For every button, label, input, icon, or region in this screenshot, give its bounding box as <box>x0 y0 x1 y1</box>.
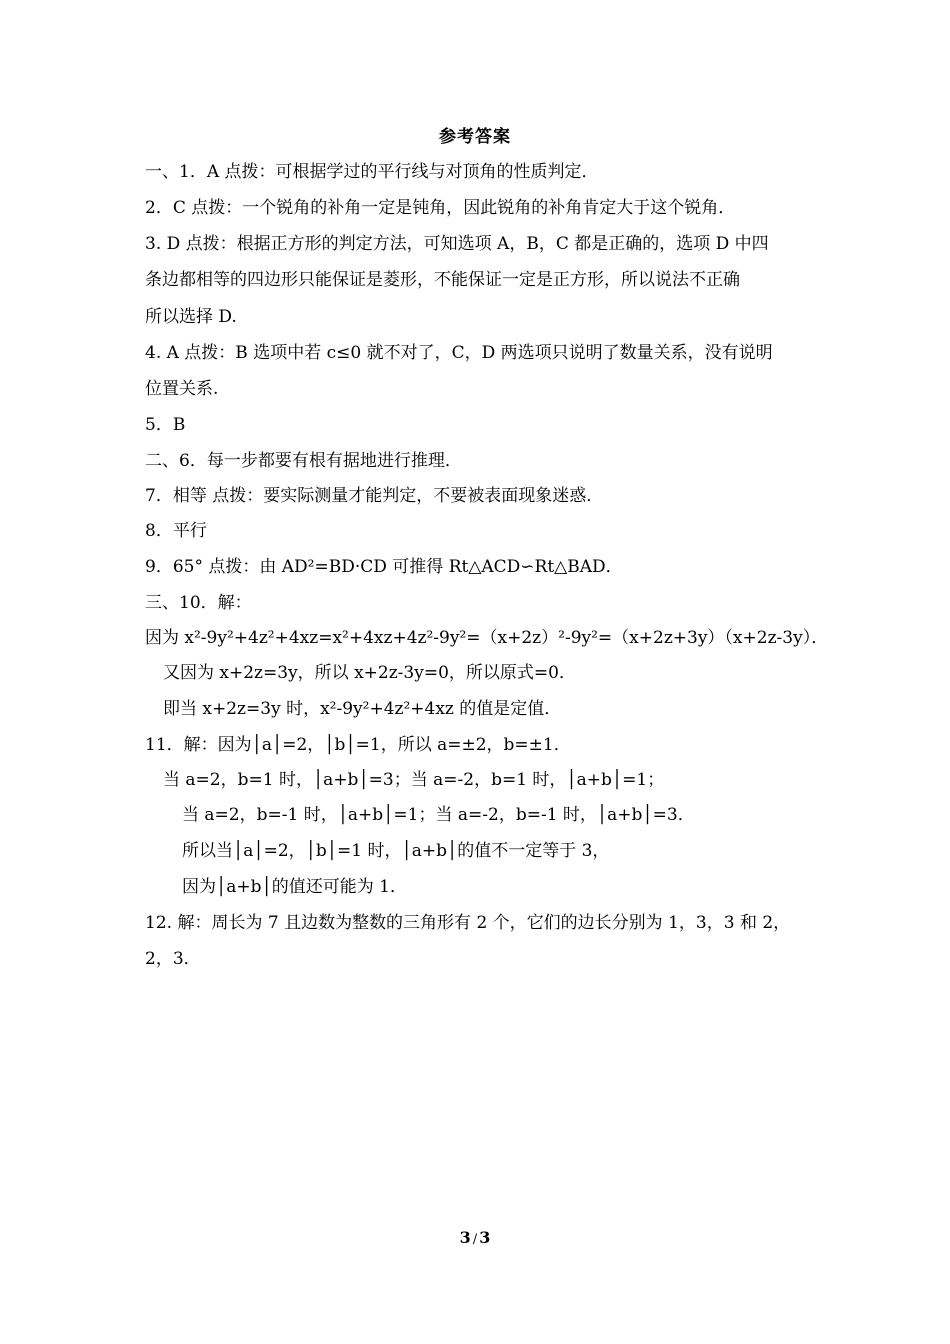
answer-line-4: 4. A 点拨：B 选项中若 c≤0 就不对了，C，D 两选项只说明了数量关系，没有说明 <box>145 343 773 363</box>
answer-line-12-cont: 2，3． <box>145 949 201 969</box>
answer-line-9: 9．65° 点拨：由 AD²=BD·CD 可推得 Rt△ACD∽Rt△BAD． <box>145 557 623 577</box>
answer-line-7: 7．相等 点拨：要实际测量才能判定，不要被表面现象迷惑． <box>145 486 604 506</box>
answer-line-3-cont: 条边都相等的四边形只能保证是菱形，不能保证一定是正方形，所以说法不正确 <box>145 270 740 290</box>
total-pages: 3 <box>479 1228 491 1247</box>
current-page: 3 <box>459 1228 471 1247</box>
page-number <box>0 1228 950 1247</box>
answer-line-8: 8．平行 <box>145 521 207 541</box>
answer-line-10-a: 因为 x²-9y²+4z²+4xz=x²+4xz+4z²-9y²=（x+2z）²-9y²=（x+2z+3y）（x+2z-3y）． <box>145 628 829 648</box>
answer-line-11: 11．解：因为│a│=2，│b│=1，所以 a=±2，b=±1． <box>145 735 571 755</box>
answer-line-12: 12. 解：周长为 7 且边数为整数的三角形有 2 个，它们的边长分别为 1，3，3 和 2， <box>145 913 791 933</box>
answer-line-6: 二、6．每一步都要有根有据地进行推理． <box>145 451 462 471</box>
answer-line-10-b: 又因为 x+2z=3y，所以 x+2z-3y=0，所以原式=0． <box>163 663 576 683</box>
answer-line-4-cont: 位置关系. <box>145 379 219 399</box>
answer-line-11-a: 当 a=2，b=1 时，│a+b│=3；当 a=-2，b=1 时，│a+b│=1； <box>163 770 665 790</box>
page-separator: / <box>472 1232 478 1247</box>
answer-line-10-c: 即当 x+2z=3y 时，x²-9y²+4z²+4xz 的值是定值． <box>163 699 562 719</box>
answer-line-3: 3. D 点拨：根据正方形的判定方法，可知选项 A，B，C 都是正确的，选项 D 中四 <box>145 234 769 254</box>
answer-line-11-c: 所以当│a│=2，│b│=1 时，│a+b│的值不一定等于 3， <box>182 841 610 861</box>
page-title: 参考答案 <box>439 127 511 147</box>
answer-line-5: 5．B <box>145 415 186 435</box>
answer-line-1: 一、1．A 点拨：可根据学过的平行线与对顶角的性质判定． <box>145 162 599 182</box>
answer-line-11-d: 因为│a+b│的值还可能为 1． <box>182 877 407 897</box>
answer-line-3-end: 所以选择 D. <box>145 307 237 327</box>
answer-line-11-b: 当 a=2，b=-1 时，│a+b│=1；当 a=-2，b=-1 时，│a+b│=3． <box>182 805 695 825</box>
answer-line-10-head: 三、10．解： <box>145 593 252 613</box>
answer-line-2: 2．C 点拨：一个锐角的补角一定是钝角，因此锐角的补角肯定大于这个锐角． <box>145 198 736 218</box>
